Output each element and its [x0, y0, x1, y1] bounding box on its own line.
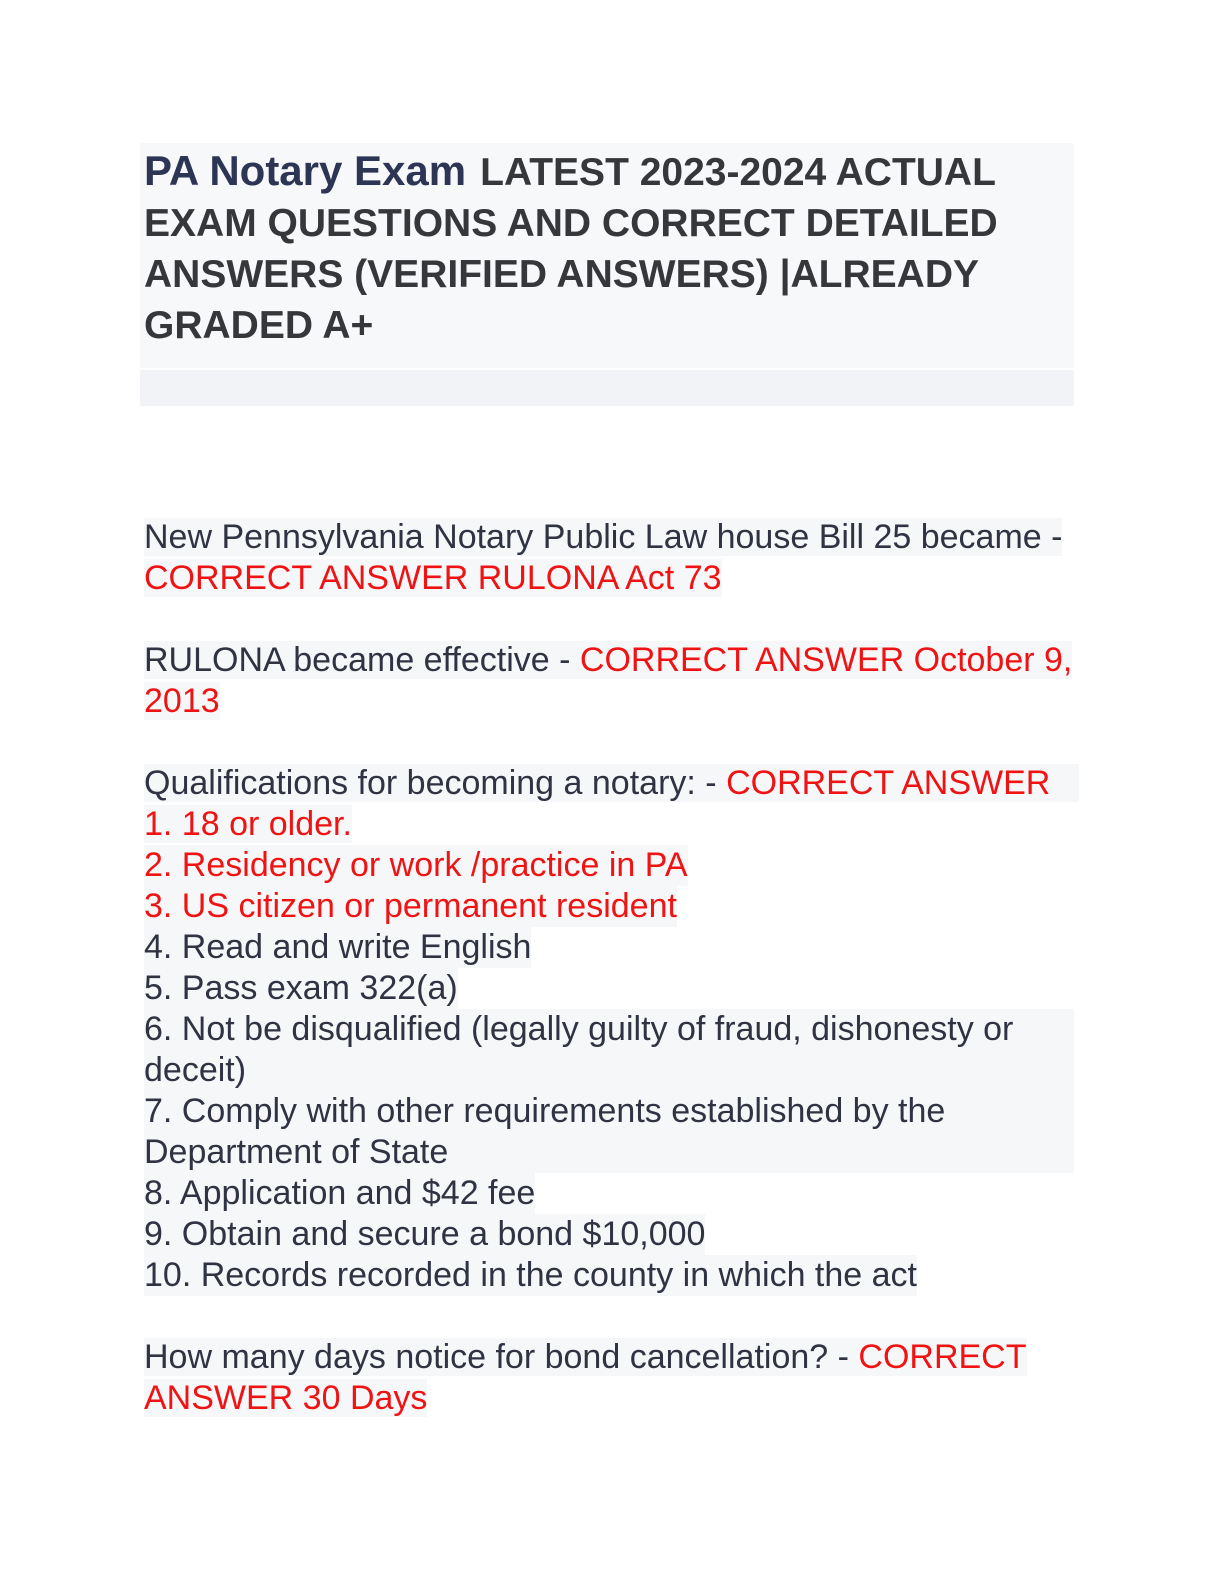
question-text: New Pennsylvania Notary Public Law house Bill 25 became -: [144, 518, 1063, 556]
qualification-line: 2. Residency or work /practice in PA: [144, 846, 688, 884]
answer-text: CORRECT ANSWER 30 Days: [144, 1338, 1027, 1417]
answer-text: CORRECT ANSWER October 9, 2013: [144, 641, 1073, 720]
question-text: RULONA became effective -: [144, 641, 580, 679]
title-divider-strip: [140, 370, 1074, 406]
document-title: [144, 145, 1069, 351]
title-rest: LATEST 2023-2024 ACTUAL EXAM QUESTIONS AND CORRECT DETAILED ANSWERS (VERIFIED ANSWERS) |ALREADY GRADED A+: [144, 151, 998, 347]
qa-list: [144, 517, 1079, 1460]
question-text: How many days notice for bond cancellation? -: [144, 1338, 859, 1376]
qualification-line: 4. Read and write English: [144, 928, 532, 966]
qualification-line: 10. Records recorded in the county in which the act: [144, 1256, 917, 1294]
qualification-line: 7. Comply with other requirements established by the Department of State: [144, 1091, 1074, 1173]
question-text: Qualifications for becoming a notary: -: [144, 764, 727, 802]
qualification-line: 3. US citizen or permanent resident: [144, 887, 677, 925]
qualification-line: 6. Not be disqualified (legally guilty of fraud, dishonesty or deceit): [144, 1009, 1074, 1091]
qualification-line: 9. Obtain and secure a bond $10,000: [144, 1215, 706, 1253]
qualification-line: 8. Application and $42 fee: [144, 1174, 536, 1212]
qa-item-1: [144, 517, 1074, 599]
title-lead: PA Notary Exam: [144, 147, 467, 194]
answer-text: CORRECT ANSWER 1. 18 or older.: [144, 764, 1079, 843]
qualification-line: 5. Pass exam 322(a): [144, 969, 458, 1007]
qa-item-4: [144, 1337, 1074, 1419]
qa-item-2: [144, 640, 1074, 722]
answer-text: CORRECT ANSWER RULONA Act 73: [144, 559, 722, 597]
qa-item-3: [144, 763, 1079, 1296]
